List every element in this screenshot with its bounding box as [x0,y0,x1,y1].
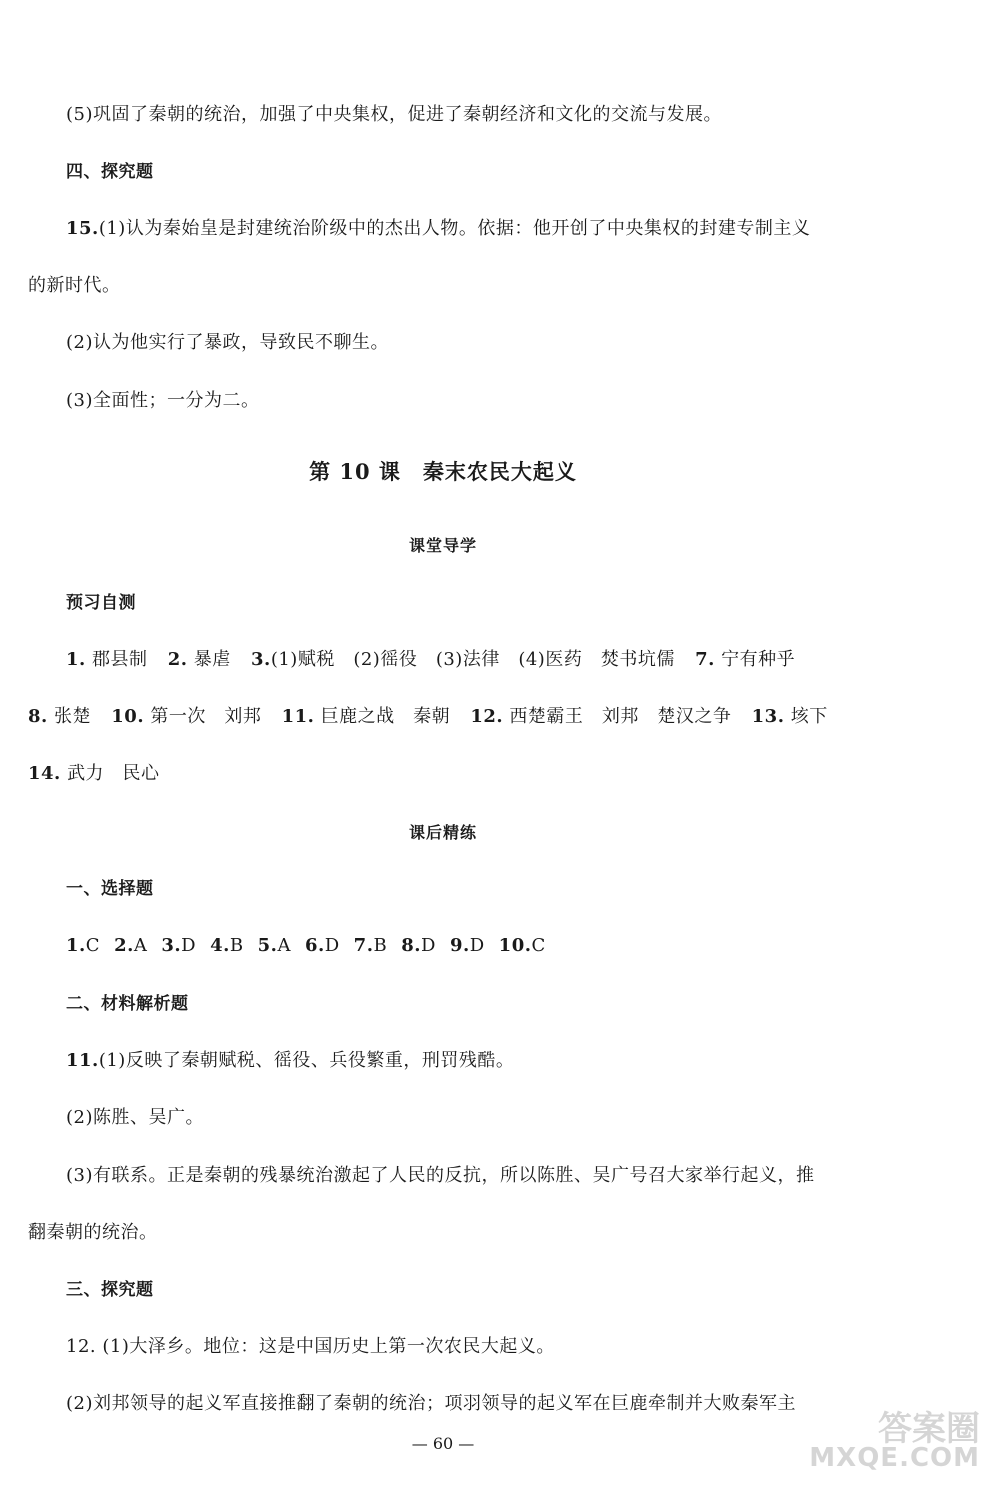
pre-2-answer: 暴虐 [193,649,231,670]
choice-item [450,935,485,956]
preview-line-2 [28,705,828,729]
watermark [804,1401,980,1473]
choice-item [161,935,196,956]
choice-number: 3. [161,935,182,956]
pre-8-answer: 张楚 [54,706,92,727]
page-number: — 60 — [411,1434,475,1453]
pre-8-number: 8. [28,706,48,727]
choice-number: 10. [498,935,532,956]
pre-11-number: 11. [281,706,315,727]
choice-answer: C [85,935,101,956]
q15-line-2: 的新时代。 [28,275,121,296]
pre-14-number: 14. [28,763,61,784]
choice-number: 5. [257,935,278,956]
q15-line-4: (3)全面性；一分为二。 [66,390,260,411]
choice-item [210,935,244,956]
q15-answer-1a: (1)认为秦始皇是封建统治阶级中的杰出人物。依据：他开创了中央集权的封建专制主义 [98,218,811,239]
pre-7-number: 7. [695,649,715,670]
choice-answer: A [277,935,291,956]
pre-12-number: 12. [470,706,504,727]
q12-line-2: (2)刘邦领导的起义军直接推翻了秦朝的统治；项羽领导的起义军在巨鹿牵制并大败秦军主 [66,1393,796,1414]
choice-item [114,935,147,956]
preview-line-3 [28,762,160,786]
q15-number: 15. [66,218,99,239]
pre-7-answer: 宁有种乎 [721,649,796,670]
pre-12-answer: 西楚霸王 刘邦 楚汉之争 [509,706,732,727]
choice-answer: D [469,935,485,956]
q12-line-1: 12. (1)大泽乡。地位：这是中国历史上第一次农民大起义。 [66,1336,555,1357]
section-heading-preview: 预习自测 [66,593,136,613]
choice-answers [66,934,560,958]
choice-number: 2. [114,935,134,956]
choice-answer: B [229,935,244,956]
choice-number: 7. [353,935,374,956]
choice-answer: C [531,935,546,956]
choice-number: 6. [304,935,325,956]
section-heading-inquiry-2: 三、探究题 [66,1280,154,1300]
pre-14-answer: 武力 民心 [67,763,160,784]
choice-item [401,935,436,956]
choice-number: 1. [66,935,86,956]
pre-10-answer: 第一次 刘邦 [150,706,262,727]
pre-3-answer: (1)赋税 (2)徭役 (3)法律 (4)医药 焚书坑儒 [270,649,675,670]
q15-line-1 [66,217,810,241]
pre-11-answer: 巨鹿之战 秦朝 [320,706,451,727]
q11-line-2: (2)陈胜、吴广。 [66,1107,204,1128]
section-heading-inquiry: 四、探究题 [66,162,154,182]
answer-line-5: (5)巩固了秦朝的统治，加强了中央集权，促进了秦朝经济和文化的交流与发展。 [66,104,722,125]
choice-item [66,935,100,956]
choice-item [258,935,291,956]
choice-answer: B [373,935,388,956]
choice-answer: A [133,935,148,956]
choice-answer: D [421,935,436,956]
pre-3-number: 3. [251,649,271,670]
q15-line-3: (2)认为他实行了暴政，导致民不聊生。 [66,332,389,353]
choice-number: 8. [401,935,421,956]
q11-line-4: 翻秦朝的统治。 [28,1222,158,1243]
choice-number: 9. [449,935,470,956]
q11-answer-1: (1)反映了秦朝赋税、徭役、兵役繁重，刑罚残酷。 [98,1050,515,1071]
choice-answer: D [181,935,197,956]
pre-10-number: 10. [111,706,145,727]
subtitle-classroom-guide: 课堂导学 [408,536,477,555]
pre-13-answer: 垓下 [790,706,828,727]
pre-1-number: 1. [66,649,86,670]
q11-line-1 [66,1049,514,1073]
preview-line-1 [66,648,795,672]
choice-answer: D [324,935,340,956]
q11-number: 11. [66,1050,99,1071]
q11-line-3: (3)有联系。正是秦朝的残暴统治激起了人民的反抗，所以陈胜、吴广号召大家举行起义，推 [66,1165,815,1186]
watermark-url: MXQE.COM [809,1443,980,1473]
pre-1-answer: 郡县制 [92,649,148,670]
section-heading-material: 二、材料解析题 [66,994,189,1014]
choice-item [354,935,388,956]
lesson-title: 第 10 课 秦末农民大起义 [309,459,577,484]
watermark-logo: 答案圈 [878,1409,980,1449]
section-heading-choice: 一、选择题 [66,879,154,899]
choice-item [499,935,546,956]
subtitle-after-class: 课后精练 [408,823,477,842]
choice-item [305,935,340,956]
choice-number: 4. [210,935,230,956]
pre-2-number: 2. [167,649,188,670]
pre-13-number: 13. [751,706,785,727]
